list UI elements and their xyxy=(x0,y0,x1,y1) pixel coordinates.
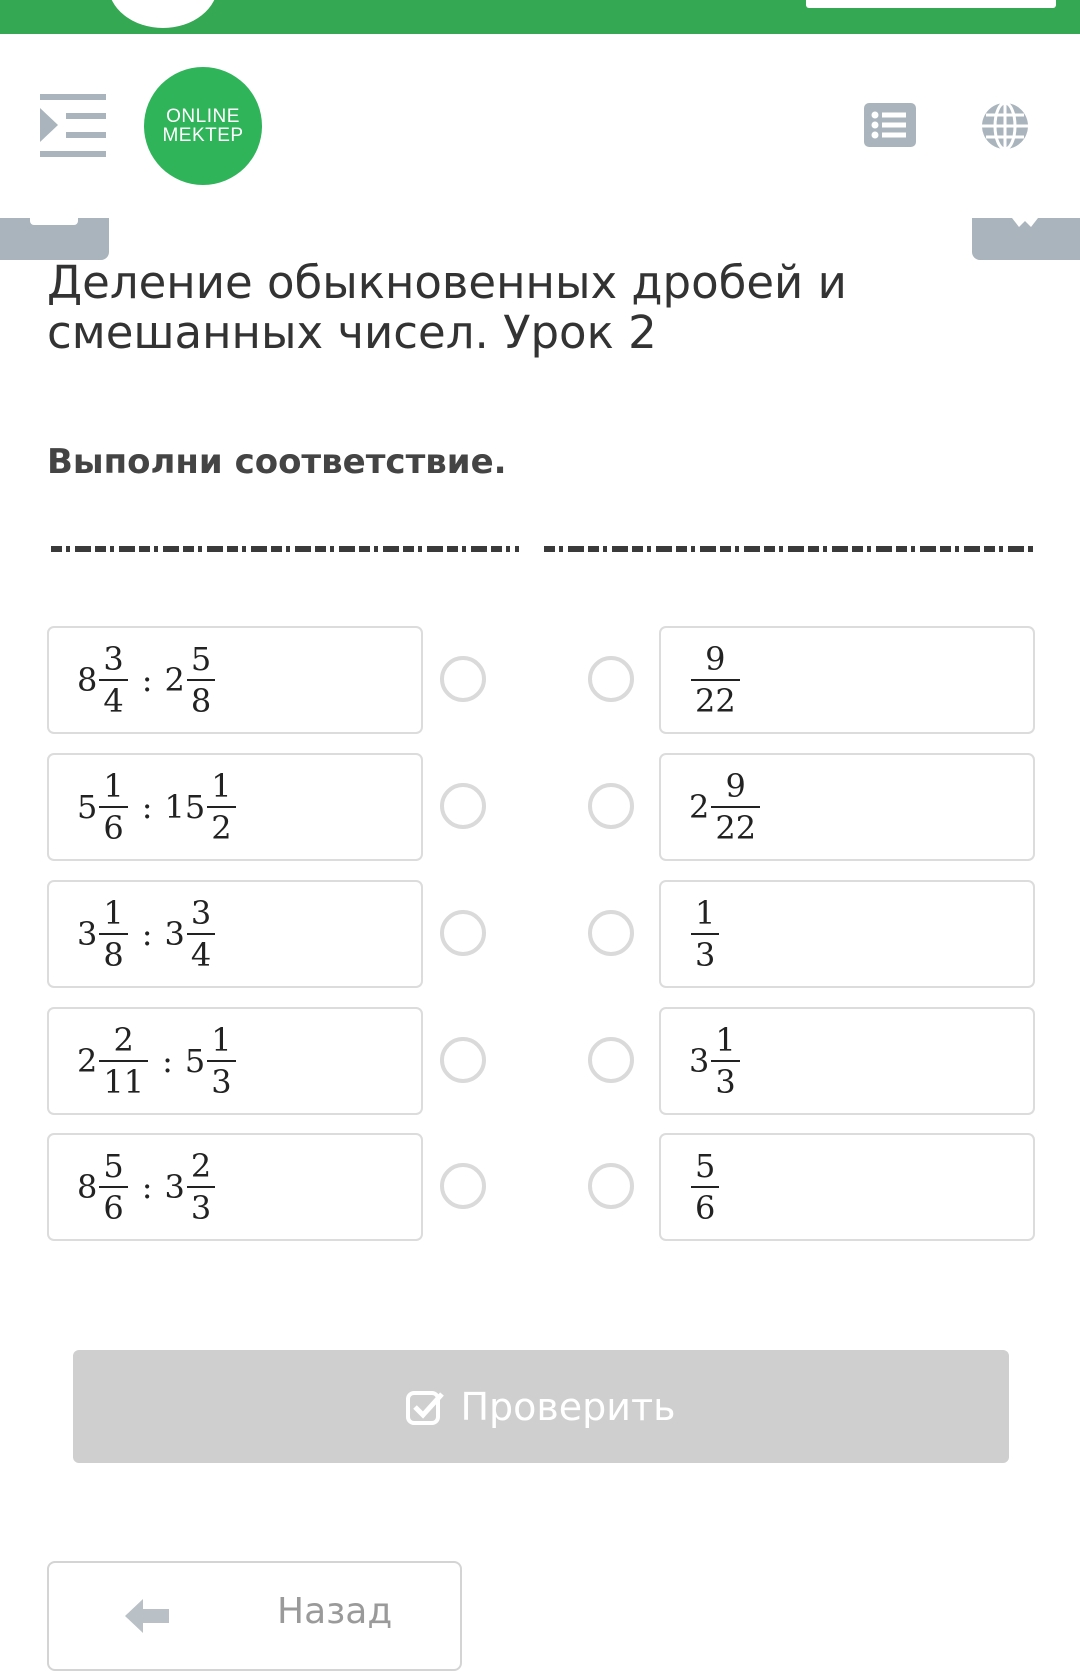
chevron-up-icon xyxy=(1012,218,1038,227)
fraction xyxy=(711,1020,739,1102)
numerator: 1 xyxy=(103,894,124,932)
logo-line-2: MEKTEP xyxy=(162,125,244,146)
top-bar xyxy=(0,0,1080,34)
whole-part: 2 xyxy=(77,1042,98,1080)
right-connector-radio[interactable] xyxy=(588,783,634,829)
left-connector-radio[interactable] xyxy=(440,1037,486,1083)
top-search-field[interactable] xyxy=(806,0,1056,8)
left-connector-radio[interactable] xyxy=(440,910,486,956)
logo-line-1: ONLINE xyxy=(166,106,240,127)
mixed-number xyxy=(77,893,130,975)
denominator: 22 xyxy=(691,679,740,721)
fraction xyxy=(691,639,740,721)
check-button-label: Проверить xyxy=(460,1384,676,1429)
fraction xyxy=(187,1146,215,1228)
mixed-number xyxy=(689,766,762,848)
denominator: 11 xyxy=(99,1060,148,1102)
numerator: 1 xyxy=(715,1021,736,1059)
mixed-number xyxy=(77,766,130,848)
fraction xyxy=(187,893,215,975)
whole-part: 3 xyxy=(689,1042,710,1080)
fraction xyxy=(207,1020,235,1102)
fraction xyxy=(99,893,127,975)
lesson-title: Деление обыкновенных дробей и смешанных чисел. Урок 2 xyxy=(47,256,847,359)
left-expression-card[interactable] xyxy=(47,1133,423,1241)
mixed-number xyxy=(77,1020,150,1102)
mixed-number xyxy=(165,1146,218,1228)
check-square-icon xyxy=(406,1389,446,1425)
left-tab-notch xyxy=(30,218,78,225)
fraction xyxy=(691,893,719,975)
whole-part: 8 xyxy=(77,1168,98,1206)
right-panel-tab[interactable] xyxy=(972,218,1080,260)
whole-part: 8 xyxy=(77,661,98,699)
right-answer-card[interactable] xyxy=(659,1133,1035,1241)
division-sign: : xyxy=(141,661,153,699)
denominator: 6 xyxy=(691,1186,719,1228)
division-expression xyxy=(77,766,238,848)
mixed-number xyxy=(689,1020,742,1102)
menu-icon[interactable] xyxy=(40,94,106,158)
division-sign: : xyxy=(141,788,153,826)
right-connector-radio[interactable] xyxy=(588,910,634,956)
back-button-label: Назад xyxy=(277,1591,393,1632)
division-expression xyxy=(77,893,217,975)
fraction xyxy=(99,766,127,848)
right-connector-radio[interactable] xyxy=(588,656,634,702)
numerator: 1 xyxy=(103,767,124,805)
numerator: 9 xyxy=(725,767,746,805)
numerator: 5 xyxy=(103,1147,124,1185)
globe-icon[interactable] xyxy=(979,100,1031,152)
whole-part: 3 xyxy=(164,915,185,953)
denominator: 6 xyxy=(99,806,127,848)
whole-part: 5 xyxy=(184,1042,206,1080)
mixed-number xyxy=(689,1146,721,1228)
match-row xyxy=(47,626,1035,736)
denominator: 3 xyxy=(207,1060,235,1102)
denominator: 22 xyxy=(711,806,760,848)
check-button[interactable] xyxy=(73,1350,1009,1463)
division-sign: : xyxy=(141,915,153,953)
separator-line xyxy=(51,546,519,552)
division-expression xyxy=(77,1146,217,1228)
right-connector-radio[interactable] xyxy=(588,1037,634,1083)
denominator: 4 xyxy=(99,679,127,721)
whole-part: 3 xyxy=(164,1168,185,1206)
numerator: 2 xyxy=(190,1147,212,1185)
whole-part: 2 xyxy=(164,661,185,699)
mixed-number xyxy=(77,639,130,721)
whole-part: 2 xyxy=(689,788,710,826)
fraction xyxy=(187,639,215,721)
right-connector-radio[interactable] xyxy=(588,1163,634,1209)
fraction xyxy=(711,766,760,848)
left-panel-tab[interactable] xyxy=(0,218,109,260)
numerator: 5 xyxy=(190,640,212,678)
whole-part: 3 xyxy=(77,915,98,953)
arrow-left-icon xyxy=(125,1599,169,1633)
numerator: 9 xyxy=(705,640,726,678)
mixed-number xyxy=(165,893,218,975)
division-expression xyxy=(77,1020,238,1102)
division-expression xyxy=(77,639,217,721)
denominator: 4 xyxy=(187,933,215,975)
numerator: 2 xyxy=(113,1021,134,1059)
fraction xyxy=(691,1146,719,1228)
denominator: 3 xyxy=(691,933,719,975)
match-row xyxy=(47,753,1035,863)
denominator: 8 xyxy=(187,679,215,721)
left-expression-card[interactable] xyxy=(47,626,423,734)
separator-line xyxy=(544,546,1033,552)
fraction xyxy=(99,1020,148,1102)
mixed-number xyxy=(165,766,238,848)
numerator: 3 xyxy=(190,894,212,932)
division-sign: : xyxy=(162,1042,173,1080)
whole-part: 5 xyxy=(77,788,98,826)
mixed-number xyxy=(689,893,721,975)
left-connector-radio[interactable] xyxy=(440,1163,486,1209)
left-connector-radio[interactable] xyxy=(440,656,486,702)
top-avatar-circle xyxy=(108,0,218,28)
back-button[interactable] xyxy=(47,1561,462,1671)
denominator: 6 xyxy=(99,1186,127,1228)
task-instruction: Выполни соответствие. xyxy=(47,442,507,482)
mixed-number xyxy=(165,639,218,721)
whole-part: 15 xyxy=(164,788,206,826)
right-answer-card[interactable] xyxy=(659,626,1035,734)
list-icon[interactable] xyxy=(864,103,916,147)
fraction xyxy=(99,639,127,721)
right-answer-card[interactable] xyxy=(659,880,1035,988)
left-connector-radio[interactable] xyxy=(440,783,486,829)
online-mektep-logo[interactable] xyxy=(144,67,262,185)
numerator: 1 xyxy=(695,894,716,932)
mixed-number xyxy=(689,639,742,721)
left-expression-card[interactable] xyxy=(47,1007,423,1115)
left-expression-card[interactable] xyxy=(47,880,423,988)
mixed-number xyxy=(77,1146,130,1228)
denominator: 8 xyxy=(99,933,127,975)
left-expression-card[interactable] xyxy=(47,753,423,861)
match-row xyxy=(47,1133,1035,1243)
right-answer-card[interactable] xyxy=(659,1007,1035,1115)
numerator: 1 xyxy=(211,1021,232,1059)
denominator: 3 xyxy=(711,1060,739,1102)
right-answer-card[interactable] xyxy=(659,753,1035,861)
fraction xyxy=(207,766,235,848)
mixed-number xyxy=(185,1020,238,1102)
denominator: 2 xyxy=(207,806,235,848)
numerator: 1 xyxy=(211,767,232,805)
numerator: 3 xyxy=(103,640,124,678)
division-sign: : xyxy=(141,1168,153,1206)
match-row xyxy=(47,880,1035,990)
denominator: 3 xyxy=(187,1186,215,1228)
numerator: 5 xyxy=(695,1147,716,1185)
match-row xyxy=(47,1007,1035,1117)
fraction xyxy=(99,1146,127,1228)
